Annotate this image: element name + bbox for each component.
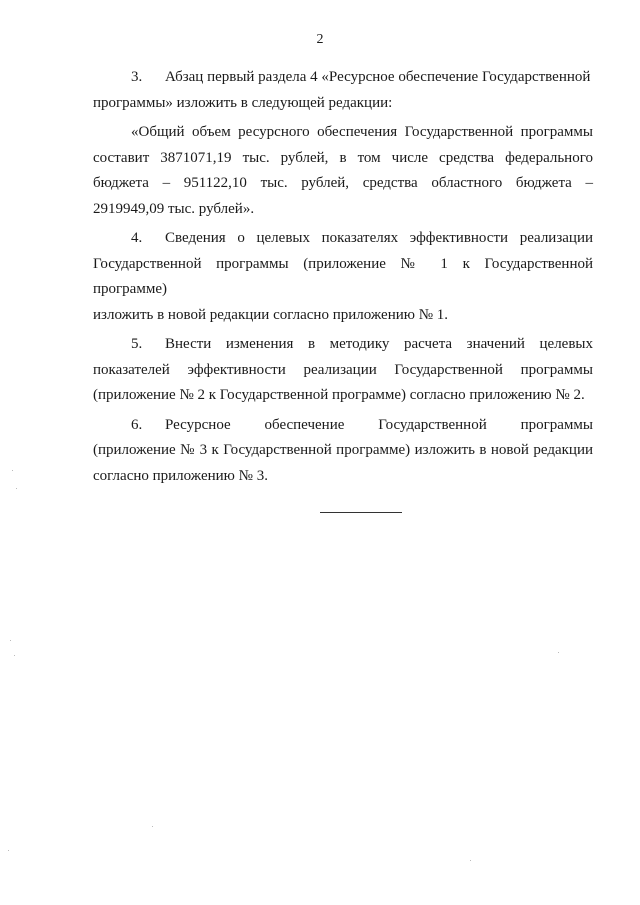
paragraph-number: 3.	[131, 69, 143, 85]
paragraph-line: показателей эффективности реализации Государственной программы	[93, 361, 593, 378]
scan-speck	[14, 655, 15, 656]
scan-speck	[558, 652, 559, 653]
paragraph-line: «Общий объем ресурсного обеспечения Государственной программы	[131, 124, 593, 140]
paragraph-line: программы» изложить в следующей редакции:	[93, 94, 393, 111]
paragraph-6	[93, 413, 593, 490]
scan-speck	[8, 850, 9, 851]
paragraph-text: Сведения о целевых показателях эффективности реализации	[165, 230, 593, 246]
paragraph-number: 5.	[131, 336, 143, 352]
paragraph-5	[93, 332, 593, 409]
paragraph-3	[93, 65, 593, 116]
paragraph-line: согласно приложению № 3.	[93, 467, 268, 484]
paragraph-line	[93, 332, 593, 358]
paragraph-line: составит 3871071,19 тыс. рублей, в том числе средства федерального	[93, 149, 593, 166]
paragraph-4	[93, 226, 593, 328]
paragraph-text: Внести изменения в методику расчета значений целевых	[165, 336, 593, 352]
paragraph-line: бюджета – 951122,10 тыс. рублей, средства областного бюджета –	[93, 175, 593, 191]
scan-speck	[152, 826, 153, 827]
document-body	[93, 65, 593, 493]
page-number: 2	[316, 32, 324, 47]
paragraph-text: Абзац первый раздела 4 «Ресурсное обеспечение Государственной	[165, 69, 591, 85]
paragraph-line: 2919949,09 тыс. рублей».	[93, 200, 255, 217]
scan-speck	[10, 640, 11, 641]
end-separator-line	[320, 512, 402, 513]
paragraph-line: изложить в новой редакции согласно приложению № 1.	[93, 306, 449, 323]
paragraph-line: (приложение № 2 к Государственной программе) согласно приложению № 2.	[93, 387, 585, 403]
paragraph-line	[93, 65, 593, 91]
paragraph-text: Ресурсное обеспечение Государственной программы	[165, 416, 593, 433]
paragraph-line: Государственной программы (приложение № 1 к Государственной программе)	[93, 255, 593, 297]
paragraph-quote	[93, 120, 593, 222]
scan-speck	[470, 860, 471, 861]
paragraph-number: 6.	[131, 416, 143, 433]
paragraph-number: 4.	[131, 230, 143, 246]
scan-speck	[16, 488, 17, 489]
scan-speck	[12, 470, 13, 471]
paragraph-line: (приложение № 3 к Государственной программе) изложить в новой редакции	[93, 442, 593, 458]
paragraph-line	[93, 226, 593, 252]
paragraph-line	[93, 413, 593, 439]
